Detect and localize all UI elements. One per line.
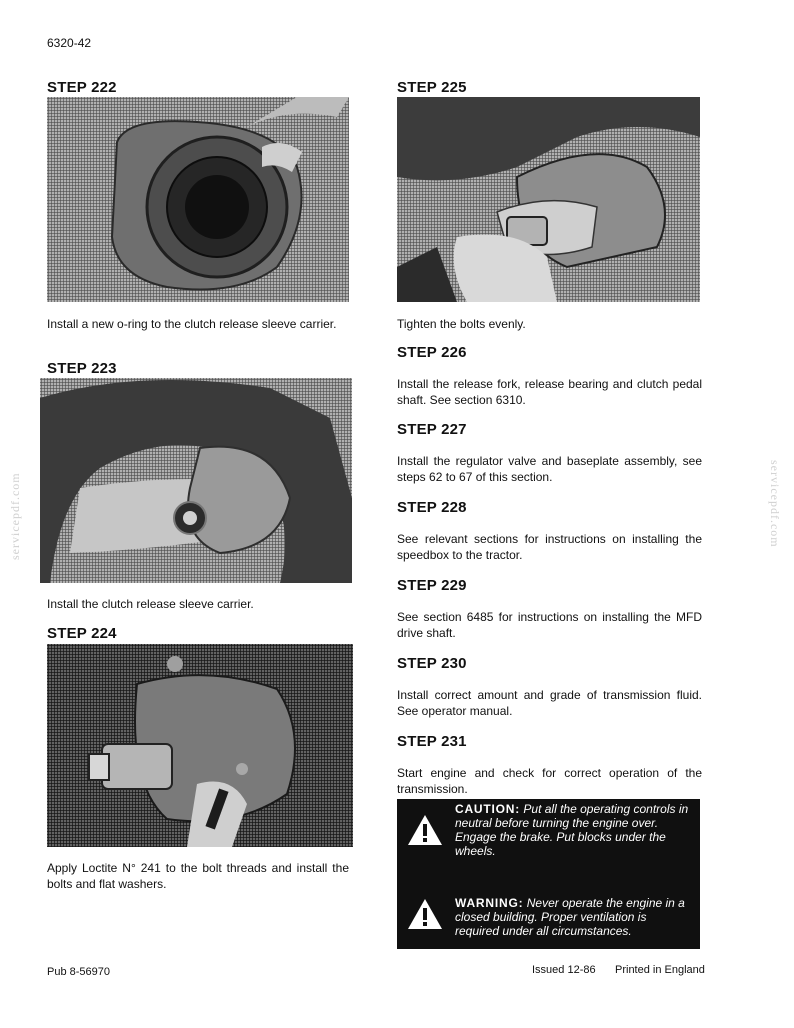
step-226-text: Install the release fork, release bearing and clutch pedal shaft. See section 6310. [397,377,702,407]
step-223-text: Install the clutch release sleeve carrier. [47,597,254,611]
step-224-text: Apply Loctite N° 241 to the bolt threads and install the bolts and flat washers. [47,861,349,891]
step-223-photo [40,378,352,583]
watermark-left: servicepdf.com [8,472,22,560]
step-229-text: See section 6485 for instructions on installing the MFD drive shaft. [397,610,702,640]
step-225-photo [397,97,700,302]
warning-triangle-icon [406,897,444,931]
step-231-text: Start engine and check for correct operation of the transmission. [397,766,702,796]
warning-notice [455,896,692,938]
page-number: 6320-42 [47,36,92,50]
step-230-heading: STEP 230 [397,655,467,672]
step-227-heading: STEP 227 [397,421,467,438]
warning-text: Never operate the engine in a closed building. Proper ventilation is required under all circumstances. [455,896,685,938]
step-227-text: Install the regulator valve and baseplate assembly, see steps 62 to 67 of this section. [397,454,702,484]
step-229-heading: STEP 229 [397,577,467,594]
caution-text: Put all the operating controls in neutral before turning the engine over. Engage the brake. Put blocks under the wheels. [455,802,689,858]
step-231-heading: STEP 231 [397,733,467,750]
step-224-heading: STEP 224 [47,625,117,642]
warning-lead: WARNING: [455,896,524,910]
step-224-photo [47,644,353,847]
step-228-heading: STEP 228 [397,499,467,516]
step-230-text: Install correct amount and grade of transmission fluid. See operator manual. [397,688,702,718]
step-222-photo [47,97,349,302]
step-225-heading: STEP 225 [397,79,467,96]
safety-notice-box [397,799,700,949]
watermark-right: servicepdf.com [768,460,782,548]
step-223-heading: STEP 223 [47,360,117,377]
caution-triangle-icon [406,813,444,847]
step-222-heading: STEP 222 [47,79,117,96]
footer-publication: Pub 8-56970 [47,966,110,978]
caution-lead: CAUTION: [455,802,521,816]
step-225-text: Tighten the bolts evenly. [397,317,526,331]
footer-issued: Issued 12-86 [532,964,596,976]
step-226-heading: STEP 226 [397,344,467,361]
caution-notice [455,802,692,858]
step-228-text: See relevant sections for instructions on installing the speedbox to the tractor. [397,532,702,562]
step-222-text: Install a new o-ring to the clutch release sleeve carrier. [47,317,337,331]
footer-printed: Printed in England [615,964,705,976]
